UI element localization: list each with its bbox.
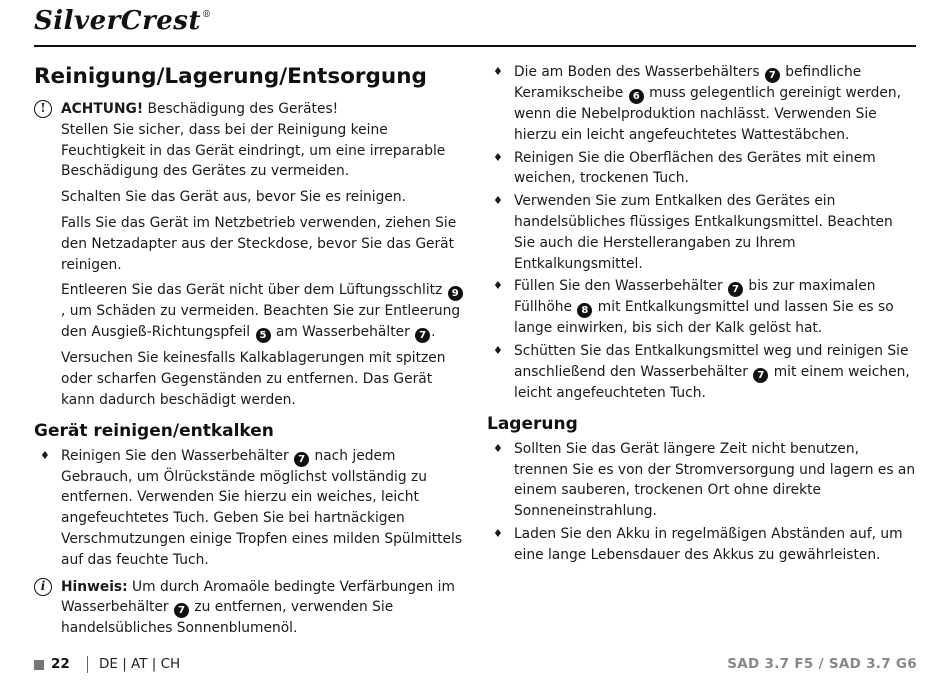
square-icon (34, 660, 44, 670)
list-item: ♦ Reinigen Sie den Wasserbehälter 7 nach jedem Gebrauch, um Ölrückstände möglichst vollständig zu entfernen. Verwenden Sie hierzu ein weiches, leicht angefeuchtetes Tuch. Geben Sie bei hartnäckigen Verschmutzungen einige Tropfen eines milden Spülmittels auf das feuchte Tuch. (40, 447, 463, 568)
hint-label: Hinweis: (61, 578, 128, 595)
page-title: Reinigung/Lagerung/Entsorgung (34, 64, 427, 89)
list-item: ♦ Schütten Sie das Entkalkungsmittel weg und reinigen Sie anschließend den Wasserbehälter 7 mit einem weichen, leicht angefeuchteten Tuch. (493, 343, 910, 401)
part-number-badge: 7 (174, 603, 189, 618)
part-number-badge: 8 (577, 303, 592, 318)
bullet-icon: ♦ (493, 441, 503, 455)
right-column (487, 62, 917, 568)
part-number-badge: 5 (256, 328, 271, 343)
part-number-badge: 7 (728, 282, 743, 297)
list-item: ♦ Füllen Sie den Wasserbehälter 7 bis zur maximalen Füllhöhe 8 mit Entkalkungsmittel und lassen Sie es so lange einwirken, bis sich der Kalk gelöst hat. (493, 278, 894, 337)
bullet-icon: ♦ (493, 526, 503, 540)
bullet-icon: ♦ (493, 65, 503, 78)
part-number-badge: 9 (448, 286, 463, 301)
bullet-icon: ♦ (493, 279, 503, 293)
model-number: SAD 3.7 F5 / SAD 3.7 G6 (727, 656, 917, 672)
hint-block: i Hinweis: Um durch Aromaöle bedingte Verfärbungen im Wasserbehälter 7 zu entfernen, verwenden Sie handelsübliches Sonnenblumenöl. (34, 577, 468, 640)
section-heading: Gerät reinigen/entkalken (34, 420, 274, 441)
list-item: ♦ Laden Sie den Akku in regelmäßigen Abständen auf, um eine lange Lebensdauer des Akkus zu gewährleisten. (493, 525, 903, 563)
left-column (34, 62, 468, 644)
info-icon: i (34, 578, 52, 596)
page-number: 22 (51, 656, 70, 672)
list-item: ♦ Sollten Sie das Gerät längere Zeit nicht benutzen, trennen Sie es von der Stromversorgung und lagern es an einem sauberen, trockenen Ort ohne direkte Sonneneinstrahlung. (493, 440, 916, 520)
bullet-icon: ♦ (40, 448, 50, 462)
list-item: ♦ Verwenden Sie zum Entkalken des Gerätes ein handelsübliches flüssiges Entkalkungsmittel. Beachten Sie auch die Herstellerangaben zu Ihrem Entkalkungsmittel. (493, 193, 893, 272)
paragraph: Schalten Sie das Gerät aus, bevor Sie es reinigen. (61, 189, 406, 206)
list-item: ♦ Die am Boden des Wasserbehälters 7 befindliche Keramikscheibe 6 muss gelegentlich gereinigt werden, wenn die Nebelproduktion nachlässt. Verwenden Sie hierzu ein leicht angefeuchtetes Wattestäbchen. (493, 64, 902, 143)
part-number-badge: 7 (294, 452, 309, 467)
part-number-badge: 7 (415, 328, 430, 343)
header-rule (34, 45, 916, 47)
warning-label: ACHTUNG! (61, 101, 144, 117)
warning-block: ! ACHTUNG! Beschädigung des Gerätes! Stellen Sie sicher, dass bei der Reinigung keine Feuchtigkeit in das Gerät eindringt, um eine irreparable Beschädigung des Gerätes zu vermeiden. (34, 99, 468, 182)
exclamation-icon: ! (34, 100, 52, 118)
section-heading: Lagerung (487, 413, 578, 434)
bullet-icon: ♦ (493, 150, 503, 164)
part-number-badge: 6 (629, 89, 644, 104)
divider (87, 656, 88, 673)
language-codes: DE | AT | CH (99, 656, 181, 672)
part-number-badge: 7 (765, 68, 780, 83)
list-item: ♦ Reinigen Sie die Oberflächen des Gerätes mit einem weichen, trockenen Tuch. (493, 149, 876, 187)
paragraph: Entleeren Sie das Gerät nicht über dem Lüftungsschlitz 9, um Schäden zu vermeiden. Beachten Sie zur Entleerung den Ausgieß-Richtungspfeil 5 am Wasserbehälter 7 . (34, 280, 468, 343)
page-footer (34, 656, 917, 676)
brand-logo: SilverCrest® (34, 6, 212, 36)
bullet-icon: ♦ (493, 344, 503, 358)
paragraph: Versuchen Sie keinesfalls Kalkablagerungen mit spitzen oder scharfen Gegenständen zu entfernen. Das Gerät kann dadurch beschädigt werden. (61, 350, 446, 408)
part-number-badge: 7 (753, 368, 768, 383)
bullet-icon: ♦ (493, 194, 503, 208)
paragraph: Falls Sie das Gerät im Netzbetrieb verwenden, ziehen Sie den Netzadapter aus der Steckdose, bevor Sie das Gerät reinigen. (61, 214, 457, 273)
